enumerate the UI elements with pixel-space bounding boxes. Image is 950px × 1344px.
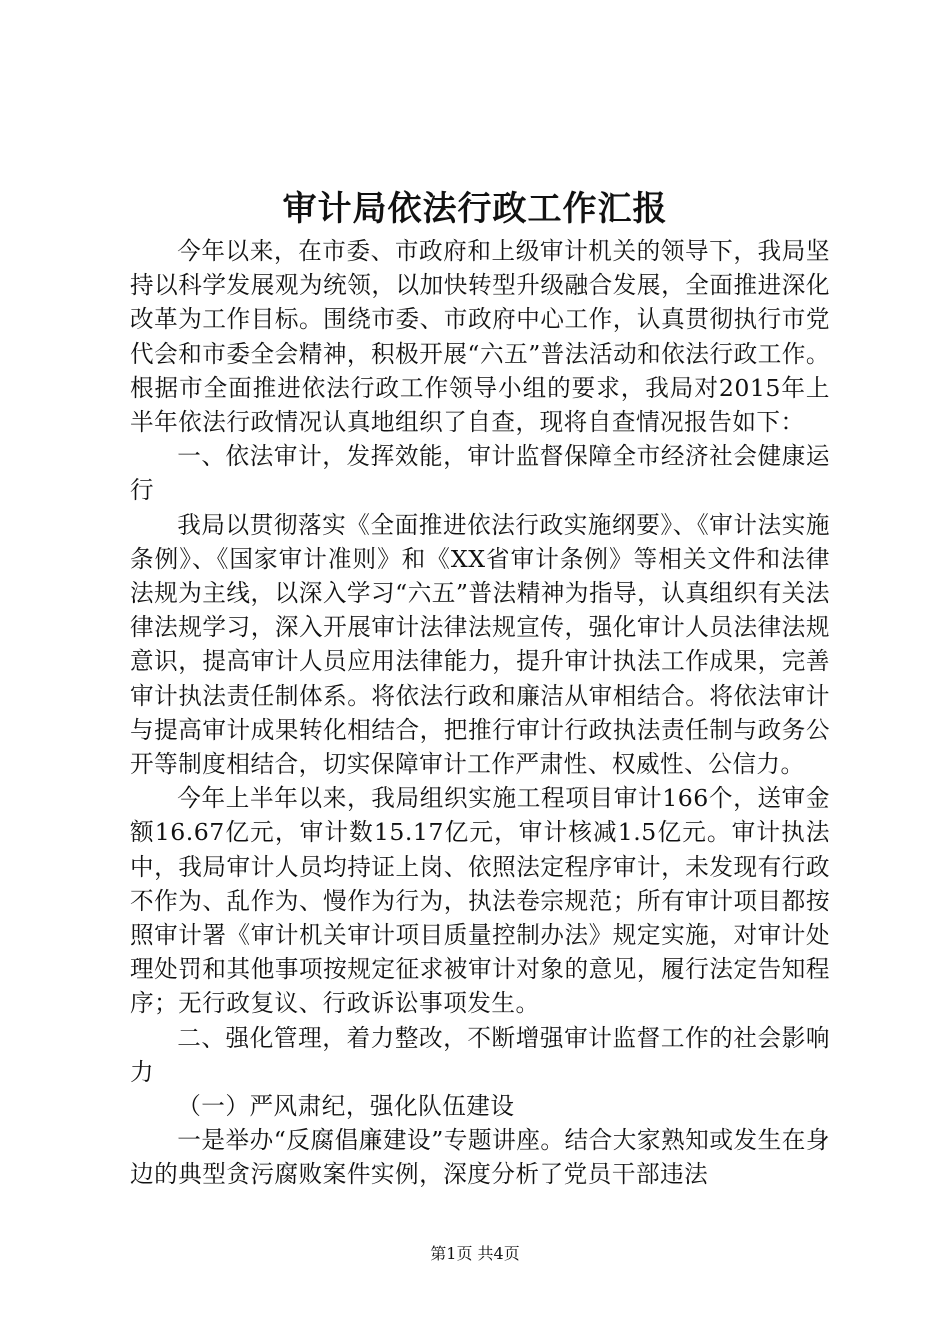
document-title: 审计局依法行政工作汇报: [282, 189, 668, 229]
paragraph-audit-results: 今年上半年以来，我局组织实施工程项目审计166个，送审金额16.67亿元，审计数15.17亿元，审计核减1.5亿元。审计执法中，我局审计人员均持证上岗、依照法定程序审计，未发现有行政不作为、乱作为、慢作为行为，执法卷宗规范；所有审计项目都按照审计署《审计机关审计项目质量控制办法》规定实施，对审计处理处罚和其他事项按规定征求被审计对象的意见，履行法定告知程序；无行政复议、行政诉讼事项发生。: [130, 784, 830, 1018]
document-body: [130, 234, 830, 1192]
paragraph-intro: 今年以来，在市委、市政府和上级审计机关的领导下，我局坚持以科学发展观为统领，以加快转型升级融合发展，全面推进深化改革为工作目标。围绕市委、市政府中心工作，认真贯彻执行市党代会和市委全会精神，积极开展“六五”普法活动和依法行政工作。根据市全面推进依法行政工作领导小组的要求，我局对2015年上半年依法行政情况认真地组织了自查，现将自查情况报告如下：: [130, 237, 830, 437]
section-heading-2: 二、强化管理，着力整改，不断增强审计监督工作的社会影响力: [130, 1023, 830, 1086]
paragraph-legal-framework: 我局以贯彻落实《全面推进依法行政实施纲要》、《审计法实施条例》、《国家审计准则》和《XX省审计条例》等相关文件和法律法规为主线，以深入学习“六五”普法精神为指导，认真组织有关法律法规学习，深入开展审计法律法规宣传，强化审计人员法律法规意识，提高审计人员应用法律能力，提升审计执法工作成果，完善审计执法责任制体系。将依法行政和廉洁从审相结合。将依法审计与提高审计成果转化相结合，把推行审计行政执法责任制与政务公开等制度相结合，切实保障审计工作严肃性、权威性、公信力。: [130, 510, 830, 779]
page-footer: 第1页 共4页: [430, 1244, 520, 1263]
subsection-heading-1: （一）严风肃纪，强化队伍建设: [177, 1092, 515, 1121]
paragraph-lecture: 一是举办“反腐倡廉建设”专题讲座。结合大家熟知或发生在身边的典型贪污腐败案件实例，深度分析了党员干部违法: [130, 1126, 830, 1189]
section-heading-1: 一、依法审计，发挥效能，审计监督保障全市经济社会健康运行: [130, 442, 830, 505]
